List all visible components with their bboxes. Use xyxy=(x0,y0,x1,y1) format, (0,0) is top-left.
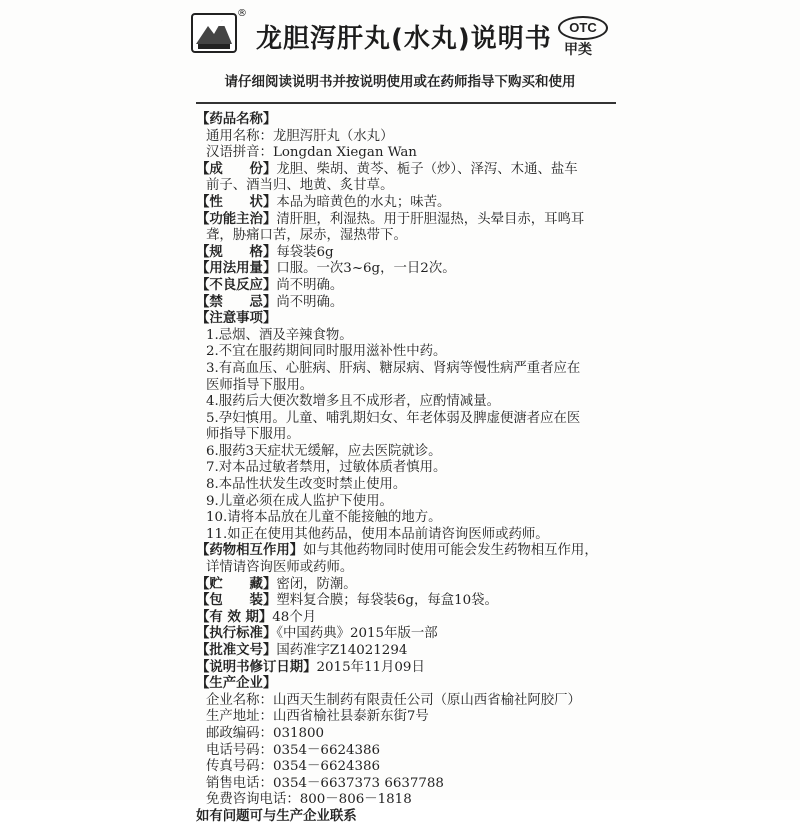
header-divider xyxy=(196,102,616,104)
section-label-package: 【包 装】 xyxy=(196,593,277,609)
section-label-adverse: 【不良反应】 xyxy=(196,277,277,293)
manufacturer-name-value: 山西天生制药有限责任公司（原山西省榆社阿胶厂） xyxy=(272,692,581,708)
section-label-contraindications: 【禁 忌】 xyxy=(196,294,277,310)
standard-row xyxy=(196,626,626,643)
precaution-item: 6.服药3天症状无缓解，应去医院就诊。 xyxy=(206,443,442,459)
precaution-item: 11.如正在使用其他药品，使用本品前请咨询医师或药师。 xyxy=(206,526,549,542)
section-label-ingredients: 【成 份】 xyxy=(196,161,277,177)
precaution-item: 3.有高血压、心脏病、肝病、糖尿病、肾病等慢性病严重者应在 xyxy=(206,360,581,376)
storage-value: 密闭，防潮。 xyxy=(276,576,357,592)
section-label-approval: 【批准文号】 xyxy=(196,643,277,658)
instruction-body xyxy=(196,112,626,826)
section-label-revision: 【说明书修订日期】 xyxy=(196,659,317,675)
pinyin-row xyxy=(196,145,626,162)
sales-row xyxy=(196,776,626,793)
section-label-character: 【性 状】 xyxy=(196,194,277,210)
section-label-dosage: 【用法用量】 xyxy=(196,261,277,277)
interactions-row xyxy=(196,543,626,560)
contact-footer: 如有问题可与生产企业联系 xyxy=(196,808,357,824)
manufacturer-name-row xyxy=(196,693,626,710)
interactions-line-2: 详情请咨询医师或药师。 xyxy=(206,560,354,576)
section-label-storage: 【贮 藏】 xyxy=(196,576,277,592)
header xyxy=(190,10,630,60)
character-value: 本品为暗黄色的水丸；味苦。 xyxy=(276,194,451,210)
contraindications-row xyxy=(196,295,626,312)
section-label-interactions: 【药物相互作用】 xyxy=(196,543,304,559)
package-row xyxy=(196,593,626,610)
precaution-item: 10.请将本品放在儿童不能接触的地方。 xyxy=(206,510,442,526)
section-label-indications: 【功能主治】 xyxy=(196,211,277,227)
address-label: 生产地址： xyxy=(206,709,273,725)
adverse-value: 尚不明确。 xyxy=(276,277,344,293)
section-label-validity: 【有 效 期】 xyxy=(196,609,273,625)
precaution-item: 师指导下服用。 xyxy=(206,427,300,443)
hotline-label: 免费咨询电话： xyxy=(206,792,300,808)
section-label-spec: 【规 格】 xyxy=(196,244,277,260)
storage-row xyxy=(196,577,626,594)
phone-value: 0354－6624386 xyxy=(272,742,381,758)
precaution-item: 5.孕妇慎用。儿童、哺乳期妇女、年老体弱及脾虚便溏者应在医 xyxy=(206,410,581,426)
indications-line-2: 聋，胁痛口苦，尿赤，湿热带下。 xyxy=(206,228,407,244)
precaution-item: 9.儿童必须在成人监护下使用。 xyxy=(206,493,393,509)
section-label-manufacturer: 【生产企业】 xyxy=(196,676,277,692)
ingredients-row xyxy=(196,162,626,179)
fax-row xyxy=(196,759,626,776)
address-row xyxy=(196,709,626,726)
indications-row xyxy=(196,212,626,229)
fax-label: 传真号码： xyxy=(206,759,273,775)
indications-line-1: 清肝胆，利湿热。用于肝胆湿热，头晕目赤，耳鸣耳 xyxy=(276,211,585,227)
manufacturer-name-label: 企业名称： xyxy=(206,692,273,708)
approval-value: 国药准字Z14021294 xyxy=(276,643,408,658)
validity-value: 48个月 xyxy=(272,609,317,625)
precaution-item: 2.不宜在服药期间同时服用滋补性中药。 xyxy=(206,344,447,360)
section-label-precautions: 【注意事项】 xyxy=(196,311,277,327)
generic-name-value: 龙胆泻肝丸（水丸） xyxy=(272,128,394,144)
pinyin-value: Longdan Xiegan Wan xyxy=(272,145,417,161)
registered-mark: ® xyxy=(237,8,247,19)
spec-value: 每袋装6g xyxy=(276,244,334,260)
revision-value: 2015年11月09日 xyxy=(316,659,425,675)
section-label-standard: 【执行标准】 xyxy=(196,626,277,642)
otc-class-label: 甲类 xyxy=(564,42,592,58)
document-title: 龙胆泻肝丸(水丸)说明书 xyxy=(256,24,552,54)
contraindications-value: 尚不明确。 xyxy=(276,294,344,310)
generic-name-row xyxy=(196,129,626,146)
precaution-item: 8.本品性状发生改变时禁止使用。 xyxy=(206,477,407,493)
usage-notice: 请仔细阅读说明书并按说明使用或在药师指导下购买和使用 xyxy=(224,74,576,90)
section-label-drug-name: 【药品名称】 xyxy=(196,112,277,127)
phone-row xyxy=(196,743,626,760)
precaution-item: 医师指导下服用。 xyxy=(206,377,314,393)
precaution-item: 7.对本品过敏者禁用，过敏体质者慎用。 xyxy=(206,460,447,476)
postcode-value: 031800 xyxy=(272,725,325,741)
revision-row xyxy=(196,660,626,677)
otc-badge: OTC xyxy=(558,16,608,40)
postcode-label: 邮政编码： xyxy=(206,725,273,741)
validity-row xyxy=(196,610,626,627)
phone-label: 电话号码： xyxy=(206,742,273,758)
hotline-value: 800－806－1818 xyxy=(299,792,412,808)
dosage-row xyxy=(196,261,626,278)
pinyin-label: 汉语拼音： xyxy=(206,145,273,161)
standard-value: 《中国药典》2015年版一部 xyxy=(276,626,438,642)
generic-name-label: 通用名称： xyxy=(206,128,273,144)
precaution-item: 4.服药后大便次数增多且不成形者，应酌情减量。 xyxy=(206,394,500,410)
adverse-row xyxy=(196,278,626,295)
ingredients-line-2: 前子、酒当归、地黄、炙甘草。 xyxy=(206,178,394,194)
sales-label: 销售电话： xyxy=(206,775,273,791)
approval-row xyxy=(196,643,626,660)
precaution-item: 1.忌烟、酒及辛辣食物。 xyxy=(206,327,353,343)
dosage-value: 口服。一次3~6g，一日2次。 xyxy=(276,261,456,277)
interactions-line-1: 如与其他药物同时使用可能会发生药物相互作用， xyxy=(303,543,598,559)
spec-row xyxy=(196,245,626,262)
sales-value: 0354－6637373 6637788 xyxy=(272,775,444,791)
hotline-row xyxy=(196,792,626,809)
postcode-row xyxy=(196,726,626,743)
ingredients-line-1: 龙胆、柴胡、黄芩、栀子（炒）、泽泻、木通、盐车 xyxy=(276,161,578,177)
fax-value: 0354－6624386 xyxy=(272,759,381,775)
character-row xyxy=(196,195,626,212)
package-value: 塑料复合膜；每袋装6g，每盒10袋。 xyxy=(276,593,498,609)
address-value: 山西省榆社县泰新东街7号 xyxy=(272,709,429,725)
